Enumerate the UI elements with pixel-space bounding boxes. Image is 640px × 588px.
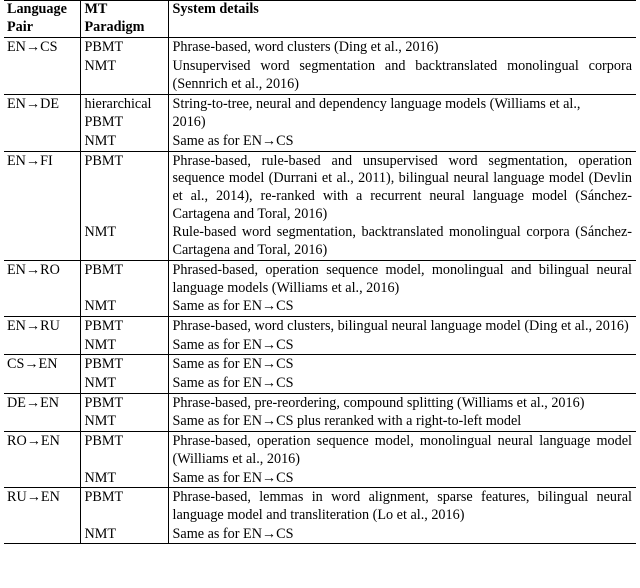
details-cell: Same as for EN→CS bbox=[172, 525, 294, 542]
paradigm-cell: PBMT bbox=[80, 432, 168, 469]
details-cell: Phrased-based, operation sequence model, monolingual and bilingual neural language models (Williams et al., 2016) bbox=[172, 261, 632, 296]
details-cell: String-to-tree, neural and dependency language models (Williams et al., bbox=[172, 95, 581, 112]
table-row bbox=[4, 38, 636, 57]
table-row bbox=[4, 469, 636, 488]
paradigm-cell: PBMT bbox=[80, 260, 168, 297]
paradigm-cell: PBMT bbox=[80, 151, 168, 223]
language-pair-cell: RU→EN bbox=[4, 488, 80, 544]
group-ru-en bbox=[4, 488, 636, 544]
details-cell: Phrase-based, rule-based and unsupervised word segmentation, operation sequence model (Durrani et al., 2011), bilingual neural language model (Devlin et al., 2014), re-ranked with a recurrent neural language model (Sánchez-Cartagena and Toral, 2016) bbox=[172, 152, 632, 222]
details-cell: Phrase-based, word clusters (Ding et al., 2016) bbox=[172, 39, 439, 56]
details-cell: 2016) bbox=[172, 114, 206, 131]
details-cell: Same as for EN→CS bbox=[172, 132, 294, 149]
table-row bbox=[4, 223, 636, 260]
group-cs-en bbox=[4, 355, 636, 393]
paradigm-cell: NMT bbox=[80, 525, 168, 544]
details-cell: Same as for EN→CS bbox=[172, 336, 294, 353]
table-row bbox=[4, 393, 636, 412]
paradigm-cell: PBMT bbox=[80, 38, 168, 57]
details-cell: Phrase-based, lemmas in word alignment, sparse features, bilingual neural language model and transliteration (Lo et al., 2016) bbox=[172, 489, 632, 523]
details-cell: Phrase-based, word clusters, bilingual neural language model (Ding et al., 2016) bbox=[172, 317, 629, 334]
group-ro-en bbox=[4, 432, 636, 488]
header-mt-paradigm-line2: Paradigm bbox=[84, 18, 145, 35]
details-cell: Same as for EN→CS bbox=[172, 298, 294, 315]
table-row bbox=[4, 151, 636, 223]
table-row bbox=[4, 316, 636, 335]
table-row bbox=[4, 336, 636, 355]
details-cell: Same as for EN→CS bbox=[172, 375, 294, 392]
paradigm-cell: NMT bbox=[80, 412, 168, 431]
details-cell: Same as for EN→CS bbox=[172, 469, 294, 486]
table-row bbox=[4, 57, 636, 94]
paradigm-cell: NMT bbox=[80, 374, 168, 393]
group-en-ro bbox=[4, 260, 636, 316]
language-pair-cell: EN→RU bbox=[4, 316, 80, 354]
header-system-details: System details bbox=[168, 1, 636, 38]
language-pair-cell: EN→FI bbox=[4, 151, 80, 260]
table-row bbox=[4, 488, 636, 525]
paradigm-cell: PBMT bbox=[80, 316, 168, 335]
paradigm-cell: PBMT bbox=[80, 355, 168, 374]
paradigm-cell: NMT bbox=[80, 336, 168, 355]
group-en-de bbox=[4, 94, 636, 151]
paradigm-cell: NMT bbox=[80, 132, 168, 151]
language-pair-cell: CS→EN bbox=[4, 355, 80, 393]
group-en-fi bbox=[4, 151, 636, 260]
system-details-table bbox=[4, 0, 636, 544]
paradigm-cell: NMT bbox=[80, 297, 168, 316]
table-row bbox=[4, 297, 636, 316]
table-row bbox=[4, 412, 636, 431]
header-row bbox=[4, 1, 636, 38]
group-en-cs bbox=[4, 38, 636, 94]
header-mt-paradigm-line1: MT bbox=[84, 1, 108, 17]
table-row bbox=[4, 432, 636, 469]
group-de-en bbox=[4, 393, 636, 431]
table-row bbox=[4, 525, 636, 544]
paradigm-cell: hierarchical bbox=[80, 94, 168, 113]
table-row bbox=[4, 132, 636, 151]
paradigm-cell: PBMT bbox=[80, 393, 168, 412]
details-cell: Unsupervised word segmentation and backtranslated monolingual corpora (Sennrich et al., 2016) bbox=[172, 58, 632, 92]
table-row bbox=[4, 94, 636, 113]
table-row bbox=[4, 355, 636, 374]
header-language-pair bbox=[4, 1, 80, 38]
details-cell: Phrase-based, pre-reordering, compound splitting (Williams et al., 2016) bbox=[172, 394, 585, 411]
details-cell: Phrase-based, operation sequence model, monolingual neural language model (Williams et al., 2016) bbox=[172, 433, 632, 467]
header-language-pair-line1: Language bbox=[7, 1, 67, 17]
paradigm-cell: PBMT bbox=[80, 113, 168, 132]
language-pair-cell: RO→EN bbox=[4, 432, 80, 488]
group-en-ru bbox=[4, 316, 636, 354]
table-header bbox=[4, 1, 636, 38]
paradigm-cell: NMT bbox=[80, 469, 168, 488]
language-pair-cell: EN→RO bbox=[4, 260, 80, 316]
paradigm-cell: NMT bbox=[80, 57, 168, 94]
header-mt-paradigm bbox=[80, 1, 168, 38]
details-cell: Same as for EN→CS bbox=[172, 356, 294, 373]
paradigm-cell: PBMT bbox=[80, 488, 168, 525]
details-cell: Rule-based word segmentation, backtranslated monolingual corpora (Sánchez-Cartagena and Toral, 2016) bbox=[172, 224, 632, 259]
language-pair-cell: DE→EN bbox=[4, 393, 80, 431]
table-row bbox=[4, 374, 636, 393]
system-details-table-wrapper bbox=[4, 0, 636, 544]
paradigm-cell: NMT bbox=[80, 223, 168, 260]
language-pair-cell: EN→CS bbox=[4, 38, 80, 94]
language-pair-cell: EN→DE bbox=[4, 94, 80, 151]
table-row bbox=[4, 113, 636, 132]
header-language-pair-line2: Pair bbox=[7, 18, 33, 35]
details-cell: Same as for EN→CS plus reranked with a right-to-left model bbox=[172, 413, 522, 430]
table-row bbox=[4, 260, 636, 297]
